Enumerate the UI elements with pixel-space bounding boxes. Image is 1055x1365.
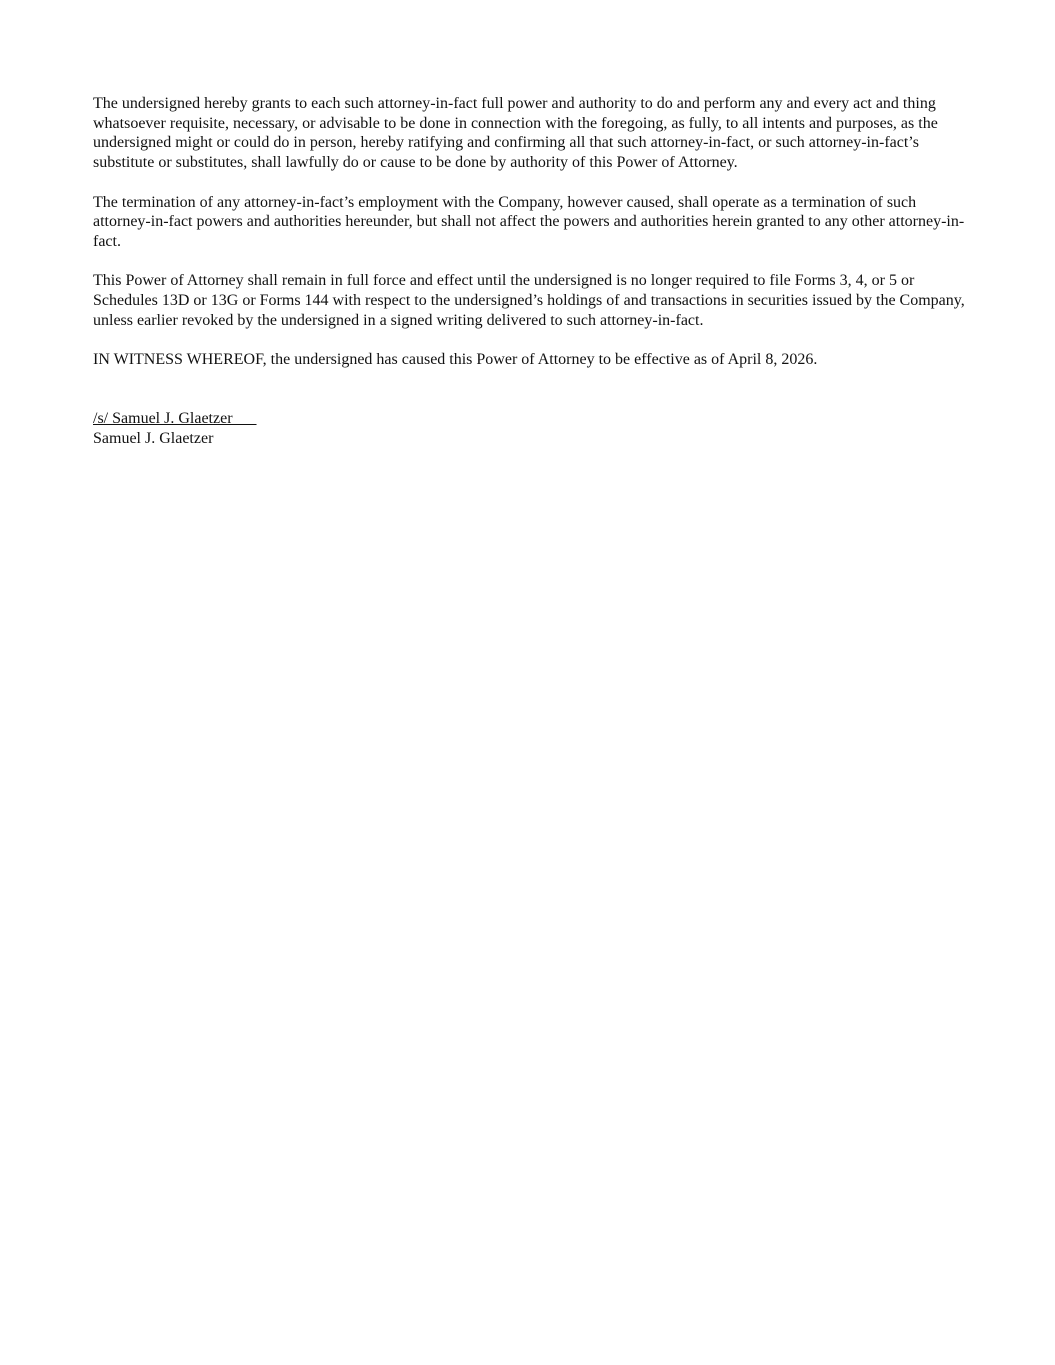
signature-block — [93, 409, 973, 448]
signatory-name: Samuel J. Glaetzer — [93, 429, 214, 447]
signature-line: /s/ Samuel J. Glaetzer — [93, 410, 257, 428]
witness-paragraph: IN WITNESS WHEREOF, the undersigned has caused this Power of Attorney to be effective as of April 8, 2026. — [93, 351, 818, 369]
duration-paragraph: This Power of Attorney shall remain in full force and effect until the undersigned is no longer required to file Forms 3, 4, or 5 or Schedules 13D or 13G or Forms 144 with respect to the undersigned’s holdings of and transactions in securities issued by the Company, unless earlier revoked by the undersigned in a signed writing delivered to such attorney-in-fact. — [93, 272, 965, 329]
grant-of-authority-paragraph: The undersigned hereby grants to each such attorney-in-fact full power and authority to do and perform any and every act and thing whatsoever requisite, necessary, or advisable to be done in connection with the foregoing, as fully, to all intents and purposes, as the undersigned might or could do in person, hereby ratifying and confirming all that such attorney-in-fact, or such attorney-in-fact’s substitute or substitutes, shall lawfully do or cause to be done by authority of this Power of Attorney. — [93, 95, 938, 172]
termination-paragraph: The termination of any attorney-in-fact’s employment with the Company, however caused, shall operate as a termination of such attorney-in-fact powers and authorities hereunder, but shall not affect the powers and authorities herein granted to any other attorney-in-fact. — [93, 193, 965, 250]
document-body — [93, 94, 973, 449]
